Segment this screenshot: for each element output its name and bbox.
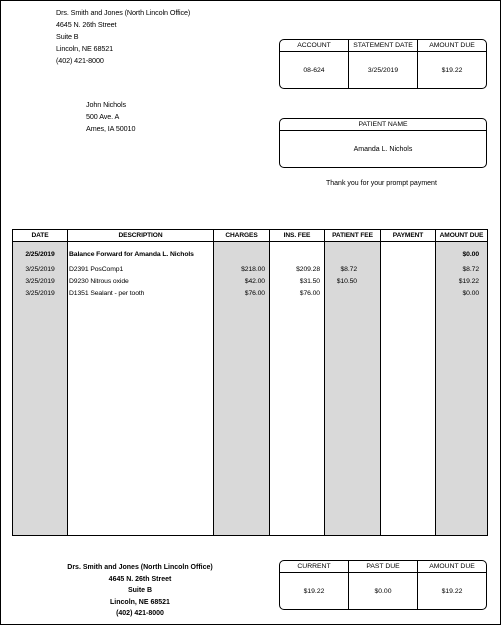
statement-date: 3/25/2019 xyxy=(348,52,417,89)
footer-practice-name: Drs. Smith and Jones (North Lincoln Office) xyxy=(67,564,213,571)
past-due-header: PAST DUE xyxy=(348,561,417,572)
amount-due-value: $19.22 xyxy=(417,52,486,89)
row-patient-fee: $8.72 xyxy=(340,266,357,273)
row-charges: $76.00 xyxy=(244,290,265,297)
row-description: D9230 Nitrous oxide xyxy=(69,278,129,285)
footer-practice-street: 4645 N. 26th Street xyxy=(108,575,172,583)
practice-city: Lincoln, NE 68521 xyxy=(56,44,114,53)
table-row xyxy=(13,248,487,261)
patient-name-value: Amanda L. Nichols xyxy=(353,146,413,153)
account-summary-box xyxy=(279,39,487,89)
patient-name-box xyxy=(279,118,487,168)
row-date: 3/25/2019 xyxy=(25,278,55,285)
row-date: 3/25/2019 xyxy=(25,290,55,297)
row-ins-fee: $76.00 xyxy=(299,290,320,297)
row-charges: $218.00 xyxy=(241,266,265,273)
statement-date-header: STATEMENT DATE xyxy=(348,40,417,51)
amount-due-summary-box xyxy=(279,560,487,610)
row-patient-fee: $10.50 xyxy=(336,278,357,285)
row-ins-fee: $209.28 xyxy=(296,266,320,273)
recipient-city: Ames, IA 50010 xyxy=(86,124,136,133)
footer-practice-phone: (402) 421-8000 xyxy=(116,610,164,617)
patient-fee-header: PATIENT FEE xyxy=(325,230,380,242)
row-description: Balance Forward for Amanda L. Nichols xyxy=(69,251,194,258)
practice-address xyxy=(56,7,190,67)
row-ins-fee: $31.50 xyxy=(299,278,320,285)
recipient-address xyxy=(86,99,135,135)
practice-name: Drs. Smith and Jones (North Lincoln Office) xyxy=(56,8,191,17)
current-header: CURRENT xyxy=(297,563,331,570)
row-amount-due: $0.00 xyxy=(462,290,479,297)
row-description: D2391 PosComp1 xyxy=(69,266,124,273)
recipient-name: John Nichols xyxy=(86,100,126,109)
row-date: 2/25/2019 xyxy=(25,251,55,258)
total-due-value: $19.22 xyxy=(417,573,486,610)
charges-header: CHARGES xyxy=(214,230,269,242)
row-description: D1351 Sealant - per tooth xyxy=(69,290,145,297)
row-amount-due: $0.00 xyxy=(462,251,479,258)
practice-phone: (402) 421-8000 xyxy=(56,56,104,65)
footer-practice-city: Lincoln, NE 68521 xyxy=(110,598,170,606)
statement-table xyxy=(12,229,488,536)
thank-you-note: Thank you for your prompt payment xyxy=(326,180,437,187)
patient-name-header: PATIENT NAME xyxy=(280,119,486,131)
total-due-header: AMOUNT DUE xyxy=(417,561,486,572)
footer-practice-address xyxy=(55,562,225,620)
date-header: DATE xyxy=(13,230,67,242)
row-charges: $42.00 xyxy=(244,278,265,285)
amount-due-header: AMOUNT DUE xyxy=(417,40,486,51)
ins-fee-header: INS. FEE xyxy=(270,230,324,242)
account-number: 08-624 xyxy=(303,67,325,74)
row-amount-due: $19.22 xyxy=(458,278,479,285)
practice-suite: Suite B xyxy=(56,32,79,41)
current-value: $19.22 xyxy=(303,588,325,595)
payment-header: PAYMENT xyxy=(381,230,435,242)
amount-due-col-header: AMOUNT DUE xyxy=(436,230,487,242)
footer-practice-suite: Suite B xyxy=(127,587,153,594)
description-header: DESCRIPTION xyxy=(68,230,213,242)
row-amount-due: $8.72 xyxy=(462,266,479,273)
account-header: ACCOUNT xyxy=(297,42,331,49)
table-row xyxy=(13,287,487,300)
recipient-street: 500 Ave. A xyxy=(86,112,120,121)
past-due-value: $0.00 xyxy=(348,573,417,610)
practice-street: 4645 N. 26th Street xyxy=(56,20,117,29)
row-date: 3/25/2019 xyxy=(25,266,55,273)
